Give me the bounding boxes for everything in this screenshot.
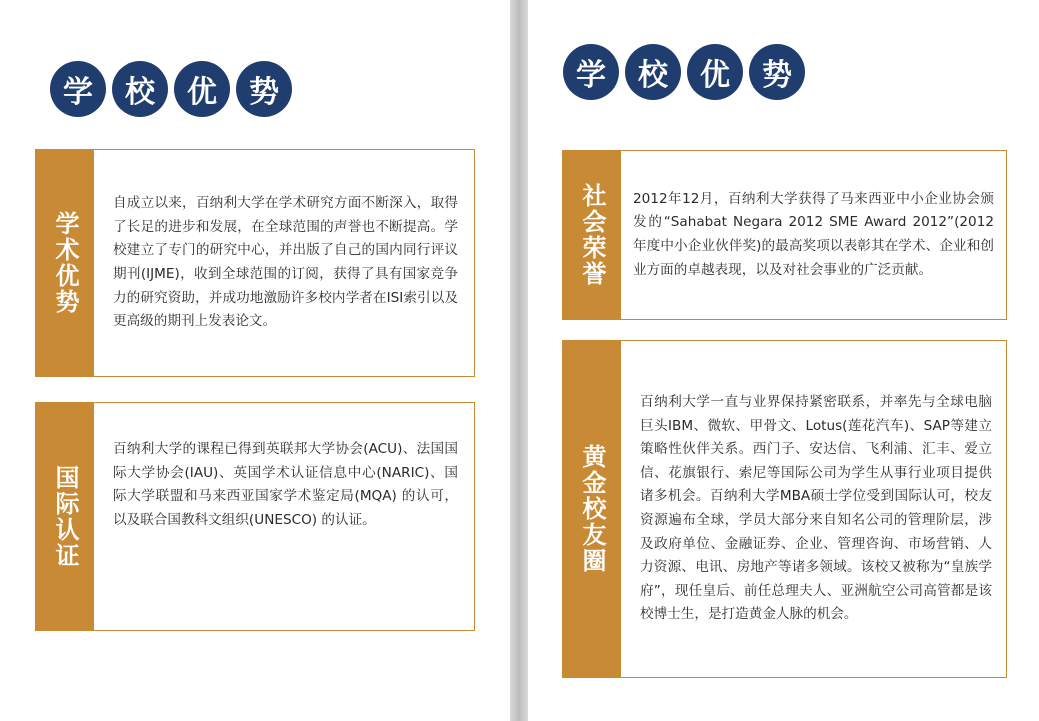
- card-text: 百纳利大学一直与业界保持紧密联系，并率先与全球电脑巨头IBM、微软、甲骨文、Lotus(莲花汽车)、SAP等建立策略性伙伴关系。西门子、安达信、飞利浦、汇丰、爱立信、花旗银行、索尼等国际公司为学生从事行业项目提供诸多机会。百纳利大学MBA硕士学位受到国际认可，校友资源遍布全球，学员大部分来自知名公司的管理阶层，涉及政府单位、金融证券、企业、管理咨询、市场营销、人力资源、电讯、房地产等诸多领域。该校又被称为“皇族学府”，现任皇后、前任总理夫人、亚洲航空公司高管都是该校博士生，是打造黄金人脉的机会。: [640, 394, 992, 623]
- right-page-title: [563, 44, 805, 100]
- golden-alumni-card: [562, 340, 1007, 678]
- title-char-circle: 学: [563, 44, 619, 100]
- left-page-title: [50, 61, 292, 117]
- card-label: 黄金校友圈: [563, 341, 621, 677]
- card-body: [94, 403, 474, 630]
- card-body: [621, 341, 1006, 677]
- card-label: 学术优势: [36, 150, 94, 376]
- card-body: [621, 151, 1006, 319]
- card-text: 自成立以来，百纳利大学在学术研究方面不断深入，取得了长足的进步和发展，在全球范围的声誉也不断提高。学校建立了专门的研究中心，并出版了自己的国内同行评议期刊(IJME)，收到全球范围的订阅，获得了具有国家竞争力的研究资助，并成功地激励许多校内学者在ISI索引以及更高级的期刊上发表论文。: [113, 195, 458, 330]
- card-label: 社会荣誉: [563, 151, 621, 319]
- title-char-circle: 学: [50, 61, 106, 117]
- title-char-circle: 校: [625, 44, 681, 100]
- title-char-circle: 势: [749, 44, 805, 100]
- academic-advantage-card: [35, 149, 475, 377]
- social-honor-card: [562, 150, 1007, 320]
- card-body: [94, 150, 474, 376]
- card-label: 国际认证: [36, 403, 94, 630]
- title-char-circle: 势: [236, 61, 292, 117]
- card-text: 2012年12月，百纳利大学获得了马来西亚中小企业协会颁发的“Sahabat Negara 2012 SME Award 2012”(2012年度中小企业伙伴奖)的最高奖项以表彰其在学术、企业和创业方面的卓越表现，以及对社会事业的广泛贡献。: [633, 190, 994, 278]
- title-char-circle: 优: [174, 61, 230, 117]
- title-char-circle: 优: [687, 44, 743, 100]
- page-gutter: [510, 0, 528, 721]
- title-char-circle: 校: [112, 61, 168, 117]
- international-accreditation-card: [35, 402, 475, 631]
- card-text: 百纳利大学的课程已得到英联邦大学协会(ACU)、法国国际大学协会(IAU)、英国学术认证信息中心(NARIC)、国际大学联盟和马来西亚国家学术鉴定局(MQA) 的认可，以及联合国教科文组织(UNESCO) 的认证。: [113, 441, 458, 528]
